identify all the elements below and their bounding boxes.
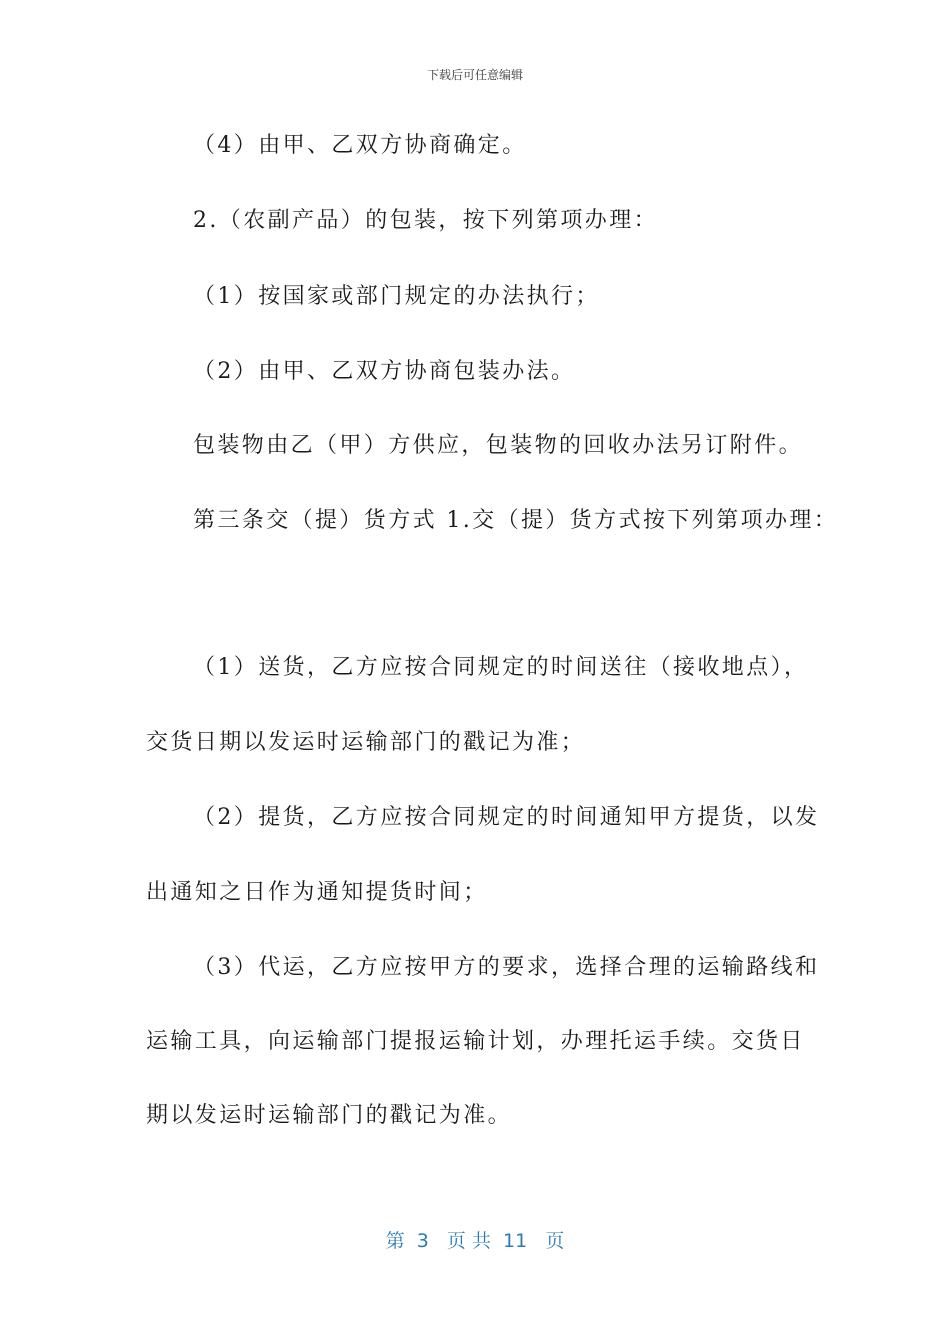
paragraph-line: 运输工具，向运输部门提报运输计划，办理托运手续。交货日 bbox=[146, 1029, 805, 1054]
paragraph-line: （1）按国家或部门规定的办法执行； bbox=[193, 284, 600, 309]
paragraph-line: 期以发运时运输部门的戳记为准。 bbox=[146, 1103, 513, 1128]
paragraph-line: 第三条交（提）货方式 1.交（提）货方式按下列第项办理： bbox=[193, 508, 839, 533]
paragraph-line: 2.（农副产品）的包装，按下列第项办理： bbox=[193, 208, 658, 233]
page-header: 下载后可任意编辑 bbox=[426, 68, 523, 82]
paragraph-line: 出通知之日作为通知提货时间； bbox=[146, 880, 488, 905]
page-number-footer: 第 3 页 共 11 页 bbox=[385, 1230, 565, 1252]
paragraph-line: 交货日期以发运时运输部门的戳记为准； bbox=[146, 730, 586, 755]
paragraph-line: （1）送货，乙方应按合同规定的时间送往（接收地点）， bbox=[193, 655, 809, 680]
paragraph-line: （2）由甲、乙双方协商包装办法。 bbox=[193, 359, 576, 384]
paragraph-line: （3）代运，乙方应按甲方的要求，选择合理的运输路线和 bbox=[193, 955, 820, 980]
paragraph-line: （4）由甲、乙双方协商确定。 bbox=[193, 133, 527, 158]
paragraph-line: （2）提货，乙方应按合同规定的时间通知甲方提货，以发 bbox=[193, 805, 820, 830]
paragraph-line: 包装物由乙（甲）方供应，包装物的回收办法另订附件。 bbox=[193, 433, 804, 458]
